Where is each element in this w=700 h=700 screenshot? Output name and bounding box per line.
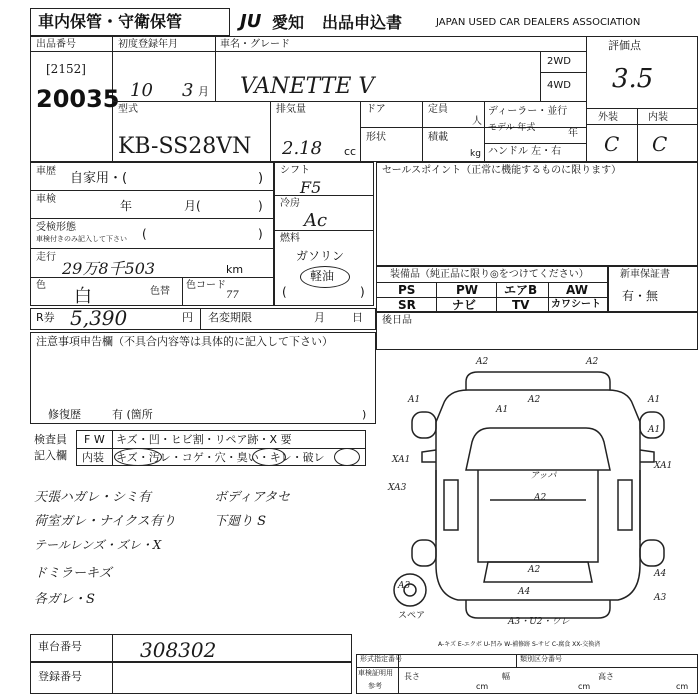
shift-label: シフト (280, 165, 310, 176)
cert-label: 車検証明用 (358, 669, 393, 677)
model-label: 型式 (118, 104, 138, 115)
mark-xa1-left: XA1 (392, 455, 411, 465)
disp-label: 排気量 (276, 104, 306, 115)
equip-airbag: エアB (504, 283, 538, 297)
sales-point-box (376, 162, 698, 266)
disp-unit: cc (344, 145, 357, 158)
name-value: VANETTE V (240, 74, 375, 99)
mileage-value: 29万8千503 (62, 259, 156, 278)
fuel-value: ガソリン (296, 249, 345, 263)
equipment-label: 装備品（純正品に限り◎をつけてください） (390, 269, 589, 280)
lot-label: 出品番号 (36, 39, 76, 50)
color-code-label: 色コード (186, 280, 226, 291)
rating-value: 3.5 (612, 64, 654, 94)
handnote-3: テールレンズ・ズレ・X (34, 538, 162, 552)
equip-ps: PS (398, 283, 416, 297)
mark-pillar: アッパ (530, 471, 557, 481)
width-unit: cm (578, 682, 591, 691)
name-change-day: 日 (352, 311, 363, 324)
equip-aw: AW (566, 283, 588, 297)
equip-pw: PW (456, 283, 479, 297)
color-code-value: 77 (226, 290, 239, 301)
rear-items-label: 後日品 (382, 315, 412, 326)
int-label: 内装 (648, 112, 668, 123)
inspection-month: 月( (184, 199, 201, 213)
ju-logo: JU (240, 11, 262, 32)
inspector-label-1: 検査員 (34, 433, 67, 446)
inspector-circle-2 (252, 448, 286, 466)
r-ticket-label: R券 (36, 311, 55, 324)
warranty-label: 新車保証書 (620, 269, 670, 280)
dealer-label: ディーラー・並行 (488, 106, 568, 117)
disp-value: 2.18 (282, 138, 323, 159)
inspection-close: ) (258, 199, 263, 213)
inspector-label-2: 記入欄 (34, 449, 67, 462)
ext-value: C (604, 132, 620, 156)
reg-month: 3 (182, 80, 194, 101)
handnote-6: ボディアタセ (214, 490, 291, 505)
receipt-open: ( (142, 227, 147, 241)
height-unit: cm (676, 682, 689, 691)
handnote-7: 下廻り S (214, 514, 267, 529)
mark-a2-hood: A2 (528, 395, 541, 405)
rear-items-box (376, 312, 698, 350)
door-label: ドア (366, 104, 386, 115)
ac-label: 冷房 (280, 198, 300, 209)
equip-navi: ナビ (452, 298, 477, 312)
capacity-unit: 人 (472, 116, 482, 127)
reg-year: 10 (130, 80, 153, 101)
sales-point-label: セールスポイント（正常に機能するものに限ります） (382, 165, 622, 176)
assoc-name: JAPAN USED CAR DEALERS ASSOCIATION (436, 17, 641, 28)
lot-number: 20035 (36, 85, 120, 113)
mark-a3-right: A3 (654, 593, 667, 603)
int-value: C (652, 132, 668, 156)
inspection-label: 車検 (36, 194, 56, 205)
left-info-block (30, 162, 274, 306)
inspector-circle-1 (114, 448, 162, 466)
type-num-label: 形式指定番号 (360, 655, 402, 663)
name-change-label: 名変期限 (208, 311, 252, 324)
equip-tv: TV (512, 298, 530, 312)
cert-ref: 参考 (368, 682, 382, 690)
handnote-5: 各ガレ・S (34, 592, 95, 607)
r-ticket-unit: 円 (182, 311, 193, 324)
repair-value: 有 (箇所 (112, 408, 153, 421)
mark-a2-front-right: A2 (586, 357, 599, 367)
org-name: 愛知 (272, 13, 305, 32)
registration-label: 登録番号 (38, 670, 82, 683)
history-close: ) (258, 171, 264, 186)
history-label: 車歴 (36, 166, 56, 177)
header-title-left: 車内保管・守衛保管 (38, 12, 183, 31)
drive-2wd: 2WD (547, 56, 571, 67)
inspector-row2-label: 内装 (82, 451, 104, 464)
load-label: 積載 (428, 132, 448, 143)
load-unit: kg (470, 149, 481, 159)
fuel-close: ) (360, 285, 365, 299)
drive-4wd: 4WD (547, 80, 571, 91)
mileage-label: 走行 (36, 252, 56, 263)
mark-a4-rear: A4 (518, 587, 531, 597)
receipt-close: ) (258, 227, 263, 241)
year-unit: 年 (568, 128, 578, 139)
mark-a2-rear: A2 (528, 565, 541, 575)
inspector-row1-label: F W (84, 433, 105, 446)
warranty-value: 有・無 (622, 289, 659, 303)
len-label: 長さ (404, 672, 420, 681)
model-year-label: モデル 年式 (488, 123, 536, 133)
handnote-4: ドミラーキズ (34, 566, 112, 581)
mark-a4-right: A4 (654, 569, 667, 579)
spare-label: スペア (398, 611, 426, 621)
reg-month-unit: 月 (198, 85, 209, 98)
capacity-label: 定員 (428, 104, 448, 115)
fuel-alt: 軽油 (310, 269, 335, 283)
name-change-month: 月 (314, 311, 325, 324)
mark-a1-right2: A1 (648, 425, 661, 435)
repair-label: 修復歴 (48, 408, 81, 421)
mileage-unit: km (226, 263, 244, 276)
len-unit: cm (476, 682, 489, 691)
fuel-circle (300, 266, 350, 288)
class-num-label: 類別区分番号 (520, 655, 562, 663)
mark-a1-left: A1 (408, 395, 421, 405)
ac-value: Ac (304, 210, 328, 231)
rating-label: 評価点 (608, 39, 641, 52)
mark-xa3-left: XA3 (388, 483, 407, 493)
receipt-sub: 車検付きのみ記入して下さい (36, 235, 127, 243)
fuel-label: 燃料 (280, 233, 300, 244)
handnote-1: 天張ハガレ・シミ有 (34, 490, 152, 505)
chassis-value: 308302 (140, 638, 217, 662)
fuel-paren-open: ( (282, 285, 287, 299)
shift-value: F5 (300, 178, 322, 197)
ext-label: 外装 (598, 112, 618, 123)
inspection-year: 年 (120, 199, 133, 213)
handle-label: ハンドル 左・右 (488, 146, 562, 157)
width-label: 幅 (502, 672, 510, 681)
mark-a2-front-left: A2 (476, 357, 489, 367)
mark-a3-bumper: A3・U2・ワレ (508, 617, 570, 627)
chassis-label: 車台番号 (38, 640, 82, 653)
damage-legend: A-キズ E-エクボ U-凹み W-補修跡 S-サビ C-腐食 XX-交換済 (438, 641, 601, 648)
mark-xa1-right: XA1 (654, 461, 673, 471)
height-label: 高さ (598, 672, 614, 681)
r-ticket-value: 5,390 (70, 306, 128, 330)
handnote-2: 荷室ガレ・ナイクス有り (34, 514, 176, 529)
inspector-row1-items: キズ・凹・ヒビ割・リペア跡・X 要 (116, 433, 292, 446)
name-label: 車名・グレード (220, 39, 290, 50)
doc-title: 出品申込書 (322, 13, 403, 32)
equip-leather: カワシート (551, 299, 601, 310)
equip-sr: SR (398, 298, 416, 312)
history-value: 自家用・( (70, 171, 128, 186)
notes-label: 注意事項申告欄（不具合内容等は具体的に記入して下さい） (36, 335, 333, 348)
inspector-row2-items: キズ・汚レ・コゲ・穴・臭い・キレ・破レ (116, 451, 325, 464)
model-value: KB-SS28VN (118, 134, 252, 159)
receipt-label: 受検形態 (36, 222, 76, 233)
repair-close: ) (362, 408, 367, 421)
color-value: 白 (74, 286, 92, 307)
shape-label: 形状 (366, 132, 386, 143)
inspector-circle-3 (334, 448, 360, 466)
color-label: 色 (36, 280, 46, 291)
mark-a3-spare: A3 (398, 581, 411, 591)
mark-a2-roof: A2 (534, 493, 547, 503)
mark-a1-hood: A1 (496, 405, 509, 415)
car-diagram (378, 350, 698, 640)
reg-label: 初度登録年月 (118, 39, 178, 50)
mark-a1-right: A1 (648, 395, 661, 405)
color-change-label: 色替 (150, 286, 170, 297)
lot-bracket: [2152] (46, 62, 86, 76)
